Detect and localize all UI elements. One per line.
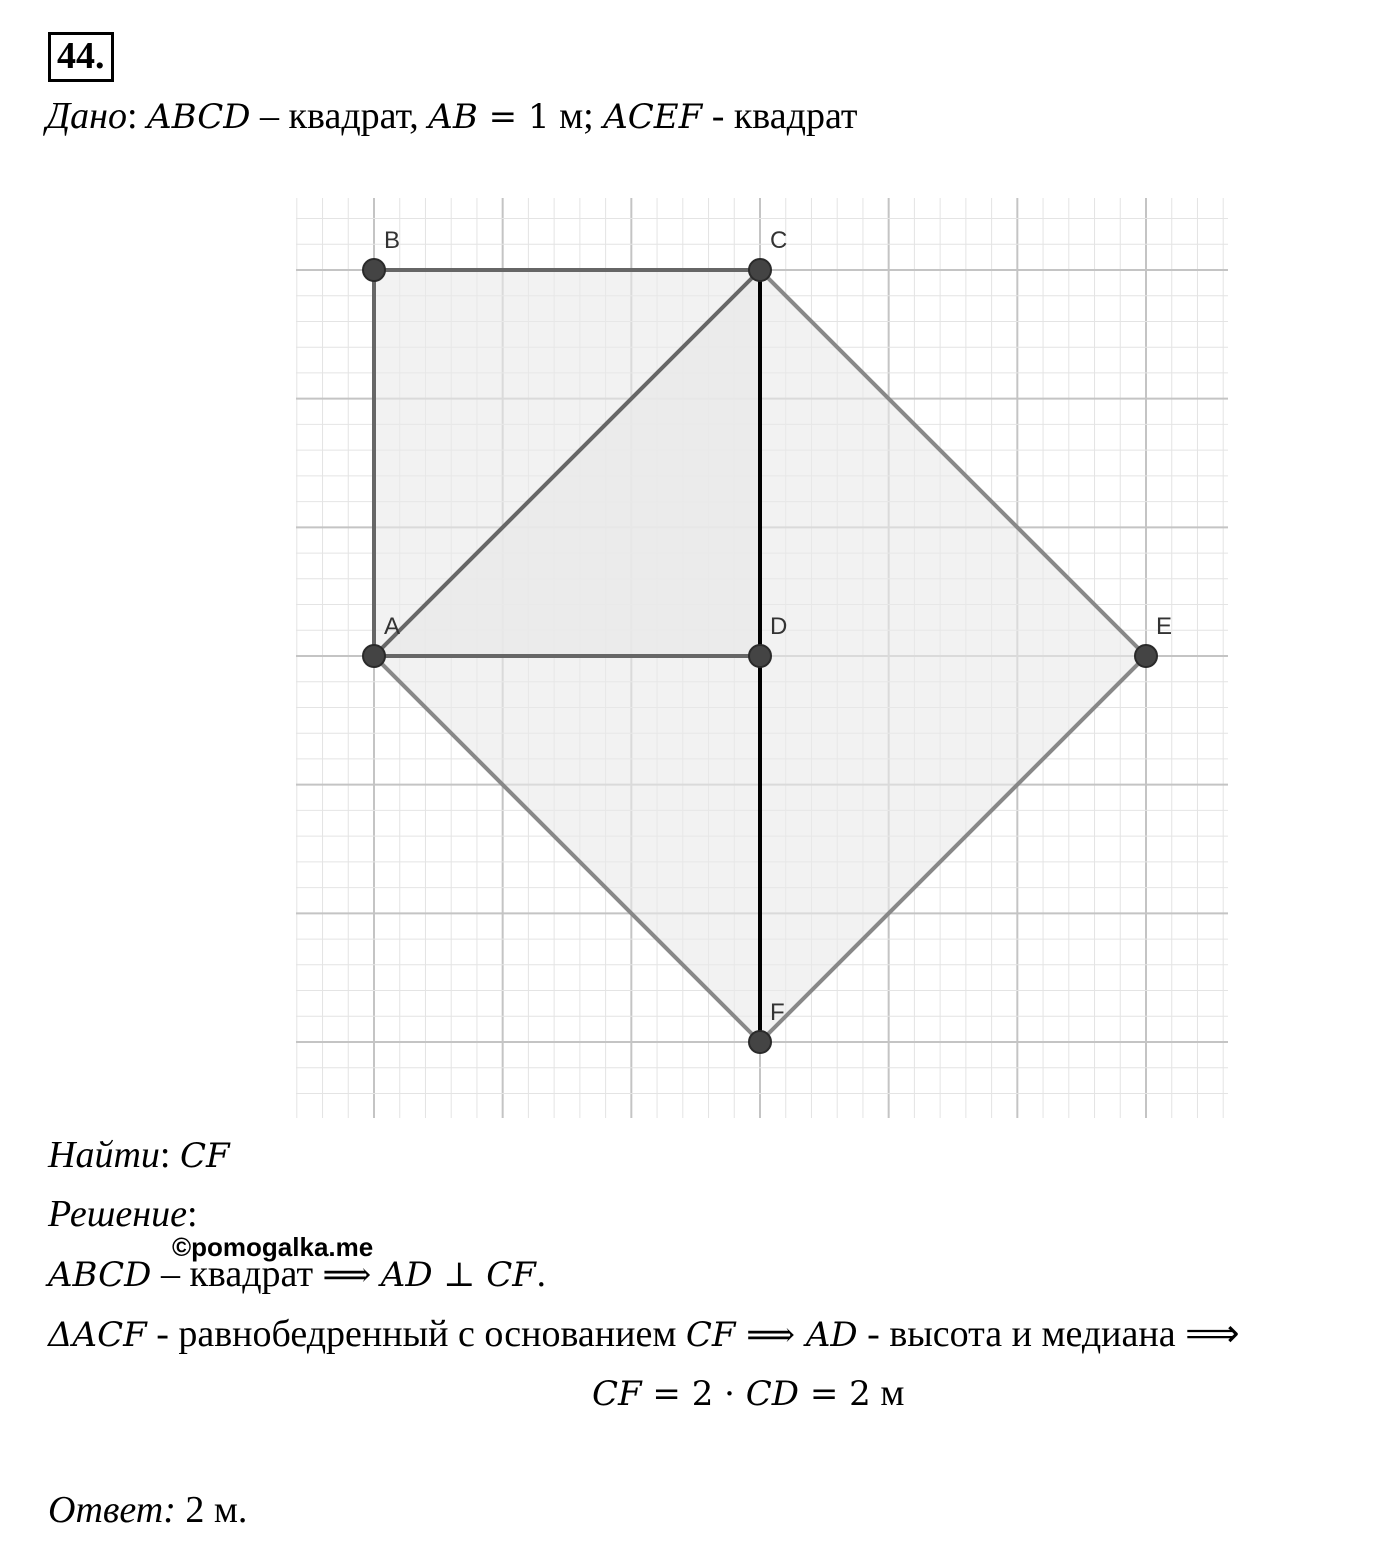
point-label-a: A	[384, 613, 401, 640]
step2-triangle: ΔACF	[48, 1315, 147, 1355]
point-label-f: F	[770, 999, 785, 1026]
step1-text: – квадрат	[151, 1253, 323, 1295]
given-text-2: м;	[549, 95, 604, 137]
step1-end: .	[535, 1255, 547, 1295]
step2-cf: CF	[685, 1315, 736, 1355]
given-text-3: - квадрат	[702, 95, 858, 137]
find-line	[48, 1136, 230, 1174]
solution-label: Решение	[48, 1193, 187, 1235]
find-label: Найти	[48, 1134, 160, 1176]
step1-cf: CF	[486, 1255, 536, 1295]
step2-text-1: - равнобедренный с основанием	[146, 1313, 686, 1355]
point-label-e: E	[1156, 613, 1173, 640]
step3-unit: м	[870, 1372, 905, 1414]
point-b	[363, 259, 385, 281]
point-label-b: B	[384, 227, 401, 254]
point-a	[363, 645, 385, 667]
point-c	[749, 259, 771, 281]
step3-cd: CD	[745, 1374, 800, 1414]
step1-ad: AD	[380, 1255, 433, 1295]
step3-eq2: = 2	[799, 1374, 871, 1414]
given-square-abcd: ABCD	[147, 97, 251, 137]
given-equals: = 1	[477, 97, 550, 137]
find-segment-cf: CF	[179, 1136, 230, 1176]
point-e	[1135, 645, 1157, 667]
given-label: Дано	[46, 95, 128, 137]
point-d	[749, 645, 771, 667]
answer-value: 2 м.	[175, 1489, 248, 1531]
point-label-c: C	[770, 227, 788, 254]
find-colon: :	[159, 1134, 171, 1176]
step1-perp: ⊥	[432, 1255, 487, 1295]
step3-line	[592, 1374, 904, 1412]
step1-square: ABCD	[48, 1255, 152, 1295]
step2-ad: AD	[805, 1315, 858, 1355]
point-f	[749, 1031, 771, 1053]
step1-arrow: ⟹	[322, 1255, 372, 1295]
answer-line	[48, 1491, 247, 1529]
step2-text-2: - высота и медиана ⟹	[857, 1313, 1240, 1355]
given-side-ab: AB	[428, 97, 478, 137]
solution-line	[48, 1195, 198, 1233]
problem-number: 44.	[48, 32, 114, 82]
step3-eq1: = 2 ·	[641, 1374, 746, 1414]
answer-label: Ответ:	[48, 1489, 176, 1531]
solution-colon: :	[186, 1193, 198, 1235]
given-text-1: – квадрат,	[250, 95, 429, 137]
step2-arrow: ⟹	[735, 1315, 806, 1355]
given-colon: :	[127, 95, 138, 137]
given-square-acef: ACEF	[603, 97, 703, 137]
point-label-d: D	[770, 613, 788, 640]
watermark: ©pomogalka.me	[172, 1232, 374, 1262]
step3-cf: CF	[592, 1374, 642, 1414]
step2-line	[48, 1315, 1240, 1353]
